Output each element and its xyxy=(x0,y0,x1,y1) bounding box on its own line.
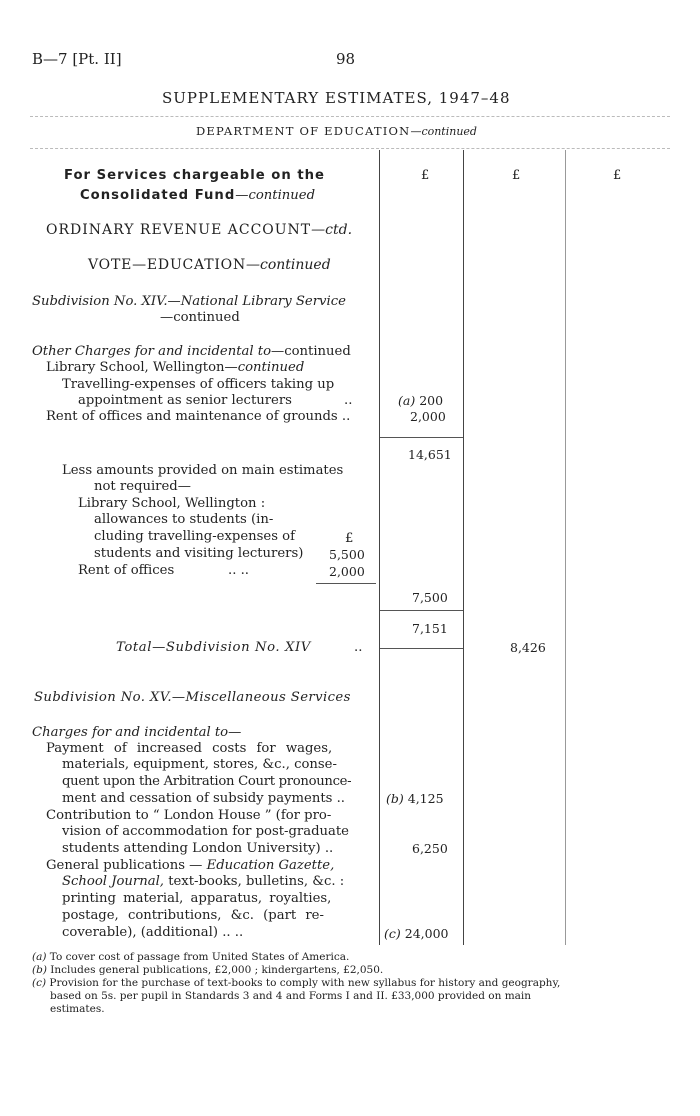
less-line-3: Library School, Wellington : xyxy=(78,496,266,511)
less-line-6: students and visiting lecturers) xyxy=(94,546,304,561)
total-rule xyxy=(380,648,463,649)
payment-line-2: materials, equipment, stores, &c., conse- xyxy=(62,757,337,772)
contribution-amount: 6,250 xyxy=(412,841,448,856)
currency-symbol-col1: £ xyxy=(421,168,430,183)
general-line-4: postage, contributions, &c. (part re- xyxy=(62,908,324,923)
travel-line-1: Travelling-expenses of officers taking up xyxy=(62,377,335,392)
column-divider-3 xyxy=(565,150,566,945)
subtotal-rule xyxy=(380,437,463,438)
vote-heading: VOTE—EDUCATION—continued xyxy=(88,257,331,273)
contribution-line-1: Contribution to “ London House ” (for pro- xyxy=(46,808,332,823)
rent-amount: 2,000 xyxy=(410,409,446,424)
services-heading: For Services chargeable on the xyxy=(64,168,325,183)
less-total-amount: 7,500 xyxy=(412,590,448,605)
less-line-2: not required— xyxy=(94,479,191,494)
net-amount: 7,151 xyxy=(412,621,448,636)
payment-line-1: Payment of increased costs for wages, xyxy=(46,741,333,756)
less-line-1: Less amounts provided on main estimates xyxy=(62,463,344,478)
payment-line-4: ment and cessation of subsidy payments .. xyxy=(62,791,345,806)
account-heading: ORDINARY REVENUE ACCOUNT—ctd. xyxy=(46,222,353,238)
less-rent-amount: 2,000 xyxy=(329,564,365,579)
header-rule xyxy=(30,116,670,117)
subdivision-14-continued: —continued xyxy=(160,310,240,325)
less-rent-dots: .. .. xyxy=(228,563,249,578)
less-line-5: cluding travelling-expenses of xyxy=(94,529,295,544)
subtotal-amount: 14,651 xyxy=(408,447,452,462)
general-line-2: School Journal, text-books, bulletins, &c. : xyxy=(62,874,345,889)
general-line-3: printing material, apparatus, royalties, xyxy=(62,891,332,906)
fund-heading: Consolidated Fund—continued xyxy=(80,188,316,203)
department-heading: DEPARTMENT OF EDUCATION—continued xyxy=(196,124,477,138)
less-rule xyxy=(316,583,376,584)
total-label: Total—Subdivision No. XIV xyxy=(116,640,311,655)
page-title: SUPPLEMENTARY ESTIMATES, 1947–48 xyxy=(162,89,511,107)
sheet-reference: B—7 [Pt. II] xyxy=(32,50,122,68)
general-line-5: coverable), (additional) .. .. xyxy=(62,925,244,940)
charges-heading: Charges for and incidental to— xyxy=(32,725,242,740)
net-rule xyxy=(380,610,463,611)
contribution-line-3: students attending London University) .. xyxy=(62,841,334,856)
total-amount: 8,426 xyxy=(510,640,546,655)
footnote-c: (c) Provision for the purchase of text-books to comply with new syllabus for history and geography, xyxy=(32,977,561,989)
footnote-c-line-3: estimates. xyxy=(50,1003,105,1015)
table-top-rule xyxy=(30,148,670,149)
column-divider-2 xyxy=(463,150,464,945)
less-allowances-amount: 5,500 xyxy=(329,547,365,562)
footnote-b: (b) Includes general publications, £2,000 ; kindergartens, £2,050. xyxy=(32,964,384,976)
library-school-heading: Library School, Wellington—continued xyxy=(46,360,305,375)
less-pound-sign: £ xyxy=(345,531,354,546)
footnote-c-line-2: based on 5s. per pupil in Standards 3 and 4 and Forms I and II. £33,000 provided on main xyxy=(50,990,532,1002)
rent-line: Rent of offices and maintenance of grounds .. xyxy=(46,409,351,424)
general-amount: (c) 24,000 xyxy=(384,926,449,941)
less-line-4: allowances to students (in- xyxy=(94,512,274,527)
currency-symbol-col3: £ xyxy=(613,168,622,183)
subdivision-15-heading: Subdivision No. XV.—Miscellaneous Services xyxy=(34,690,351,705)
travel-amount: (a) 200 xyxy=(398,393,444,408)
currency-symbol-col2: £ xyxy=(512,168,521,183)
payment-amount: (b) 4,125 xyxy=(386,791,444,806)
page-number: 98 xyxy=(336,50,356,68)
general-line-1: General publications — Education Gazette, xyxy=(46,858,335,873)
footnote-a: (a) To cover cost of passage from United States of America. xyxy=(32,951,350,963)
column-divider-1 xyxy=(379,150,380,945)
other-charges-heading: Other Charges for and incidental to—continued xyxy=(32,344,351,359)
total-dots: .. xyxy=(354,640,363,655)
subdivision-14-heading: Subdivision No. XIV.—National Library Service xyxy=(32,294,346,309)
travel-line-2: appointment as senior lecturers xyxy=(78,393,292,408)
less-rent-line: Rent of offices xyxy=(78,563,175,578)
travel-dots: .. xyxy=(344,393,353,408)
payment-line-3: quent upon the Arbitration Court pronounce- xyxy=(62,774,352,789)
contribution-line-2: vision of accommodation for post-graduate xyxy=(62,824,349,839)
